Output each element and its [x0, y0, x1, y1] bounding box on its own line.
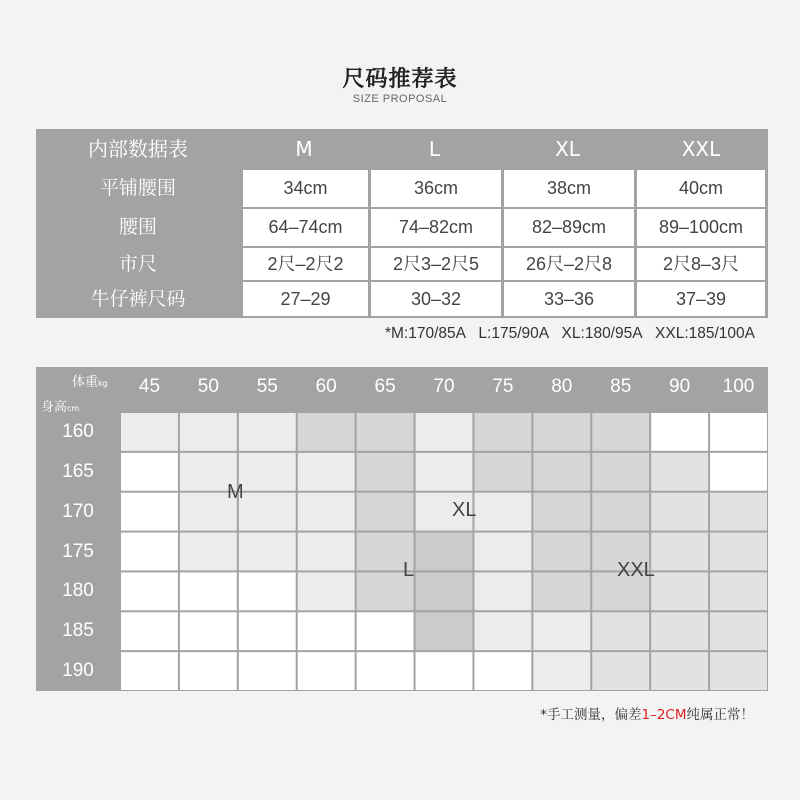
table-cell: 37–39 [637, 282, 765, 316]
table-cell: 64–74cm [243, 209, 368, 246]
grid-cell [710, 612, 767, 650]
grid-cells [36, 367, 768, 691]
weight-column-label: 70 [433, 376, 455, 397]
grid-cell [592, 612, 649, 650]
grid-cell [533, 572, 590, 610]
grid-cell [239, 652, 296, 690]
grid-cell [357, 453, 414, 491]
grid-cell [474, 453, 531, 491]
grid-cell [121, 652, 178, 690]
table-cell: 34cm [243, 170, 368, 207]
grid-cell [357, 493, 414, 531]
grid-cell [533, 453, 590, 491]
weight-column-label: 65 [374, 376, 396, 397]
table-cell: 89–100cm [637, 209, 765, 246]
grid-cell [298, 612, 355, 650]
grid-cell [710, 533, 767, 571]
grid-cell [651, 612, 708, 650]
grid-cell [298, 413, 355, 451]
grid-cell [651, 533, 708, 571]
grid-cell [121, 493, 178, 531]
grid-cell [416, 572, 473, 610]
height-row-label: 175 [62, 540, 94, 562]
weight-column-label: 100 [722, 376, 755, 397]
measurement-note: *手工测量，偏差1–2CM纯属正常！ [540, 707, 754, 723]
grid-cell [121, 453, 178, 491]
table-cell: 2尺–2尺2 [243, 248, 368, 280]
grid-cell [710, 572, 767, 610]
row-label: 市尺 [118, 253, 157, 275]
grid-cell [651, 572, 708, 610]
grid-cell [239, 533, 296, 571]
grid-cell [298, 652, 355, 690]
grid-cell [298, 533, 355, 571]
grid-cell [592, 493, 649, 531]
grid-cell [121, 572, 178, 610]
zone-label-m: M [227, 481, 244, 503]
grid-cell [710, 453, 767, 491]
table-cell: 36cm [371, 170, 501, 207]
grid-cell [239, 572, 296, 610]
table-cell: 26尺–2尺8 [504, 248, 634, 280]
weight-column-label: 50 [197, 376, 219, 397]
grid-cell [298, 453, 355, 491]
table-cell: 2尺8–3尺 [637, 248, 765, 280]
grid-cell [416, 453, 473, 491]
grid-cell [474, 533, 531, 571]
grid-cell [533, 493, 590, 531]
zone-label-l: L [403, 559, 415, 581]
zone-label-xxl: XXL [617, 559, 655, 581]
page-subtitle: SIZE PROPOSAL [352, 93, 448, 105]
grid-cell [239, 612, 296, 650]
grid-cell [533, 533, 590, 571]
grid-cell [357, 612, 414, 650]
weight-column-label: 85 [610, 376, 632, 397]
weight-column-label: 80 [551, 376, 573, 397]
grid-cell [474, 572, 531, 610]
grid-cell [592, 413, 649, 451]
grid-cell [651, 413, 708, 451]
grid-cell [357, 413, 414, 451]
row-label: 牛仔裤尺码 [90, 288, 186, 310]
grid-cell [592, 453, 649, 491]
weight-axis-label: 体重kg [72, 375, 108, 390]
row-label: 平铺腰围 [99, 177, 176, 199]
grid-cell [416, 652, 473, 690]
zone-label-xl: XL [452, 499, 477, 521]
grid-cell [416, 612, 473, 650]
grid-cell [474, 652, 531, 690]
table-corner-header: 内部数据表 [88, 137, 188, 161]
row-label: 腰围 [118, 216, 157, 238]
grid-cell [121, 413, 178, 451]
grid-cell [710, 413, 767, 451]
weight-column-label: 55 [256, 376, 278, 397]
grid-cell [121, 533, 178, 571]
grid-cell [357, 652, 414, 690]
column-header-xxl: XXL [681, 137, 721, 161]
grid-cell [121, 612, 178, 650]
grid-cell [474, 612, 531, 650]
table-cell: 2尺3–2尺5 [371, 248, 501, 280]
column-header-m: M [295, 137, 313, 161]
grid-cell [180, 572, 237, 610]
weight-column-label: 75 [492, 376, 514, 397]
weight-column-label: 45 [138, 376, 161, 397]
grid-cell [474, 493, 531, 531]
grid-cell [474, 413, 531, 451]
grid-cell [533, 413, 590, 451]
height-row-label: 185 [62, 620, 94, 642]
height-row-label: 190 [62, 660, 94, 682]
grid-cell [180, 533, 237, 571]
table-cell: 30–32 [371, 282, 501, 316]
grid-cell [651, 453, 708, 491]
grid-cell [651, 493, 708, 531]
grid-cell [180, 612, 237, 650]
grid-cell [592, 652, 649, 690]
grid-cell [533, 612, 590, 650]
height-row-label: 180 [62, 580, 94, 602]
table-cell: 74–82cm [371, 209, 501, 246]
weight-column-label: 60 [315, 376, 337, 397]
height-axis-label: 身高cm [41, 400, 80, 415]
grid-cell [416, 533, 473, 571]
grid-cell [651, 652, 708, 690]
height-row-label: 165 [62, 460, 94, 482]
grid-cell [710, 652, 767, 690]
table-cell: 33–36 [504, 282, 634, 316]
grid-cell [239, 453, 296, 491]
grid-cell [710, 493, 767, 531]
size-standard-note: *M:170/85A L:175/90A XL:180/95A XXL:185/100A [384, 325, 755, 342]
column-header-xl: XL [555, 137, 580, 161]
height-weight-grid [36, 367, 768, 691]
grid-cell [298, 493, 355, 531]
grid-cell [239, 413, 296, 451]
grid-cell [239, 493, 296, 531]
column-header-l: L [428, 137, 441, 161]
grid-cell [533, 652, 590, 690]
table-cell: 38cm [504, 170, 634, 207]
height-row-label: 170 [62, 500, 94, 522]
grid-cell [298, 572, 355, 610]
grid-cell [416, 413, 473, 451]
table-cell: 40cm [637, 170, 765, 207]
grid-cell [180, 413, 237, 451]
height-row-label: 160 [62, 421, 94, 442]
grid-cell [180, 652, 237, 690]
table-cell: 82–89cm [504, 209, 634, 246]
size-table [36, 129, 768, 318]
page-title: 尺码推荐表 [342, 67, 458, 92]
weight-column-label: 90 [669, 376, 691, 397]
table-cell: 27–29 [243, 282, 368, 316]
